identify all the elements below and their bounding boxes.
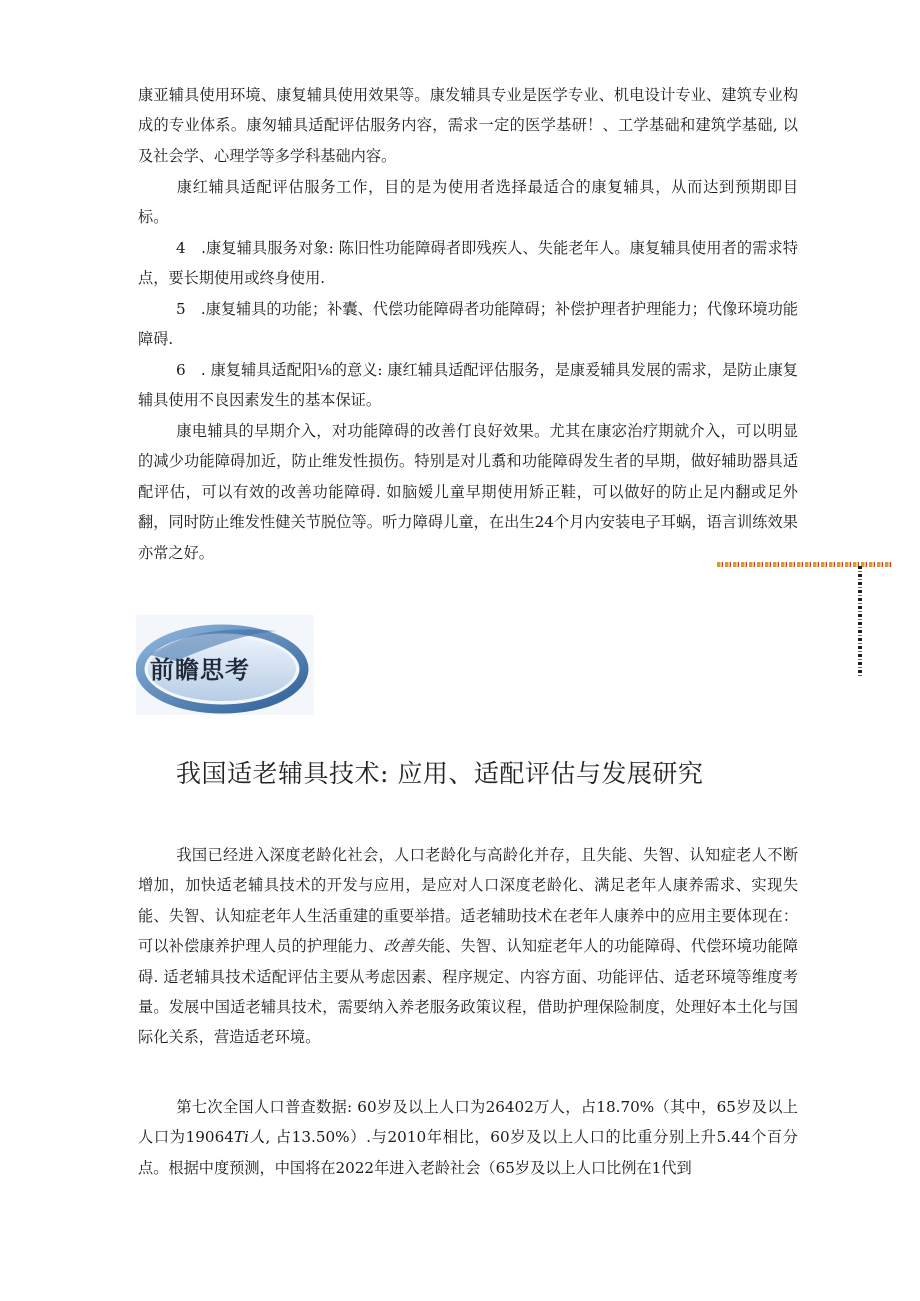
decorative-dotted-column xyxy=(858,566,862,676)
paragraph-4: 5 .康复辅具的功能；补囊、代偿功能障碍者功能障碍；补偿护理者护理能力；代像环境功能障碍. xyxy=(138,300,798,349)
paragraph-7: 我国已经进入深度老龄化社会，人口老龄化与高龄化并存，且失能、失智、认知症老人不断增加，加快适老辅具技术的开发与应用，是应对人口深度老龄化、满足老年人康养需求、实现失能、失智、认知症老年人生活重建的重要举措。适老辅助技术在老年人康养中的应用主要体现在：可以补偿康养护理人员的护理能力、改善失能、失智、认知症老年人的功能障碍、代偿环境功能障碍. 适老辅具技术适配评估主要从考虑因素、程序规定、内容方面、功能评估、适老环境等维度考量。发展中国适老辅具技术，需要纳入养老服务政策议程，借助护理保险制度，处理好本土化与国际化关系，营造适老环境。 xyxy=(138,846,799,1047)
paragraph-5: 6 . 康复辅具适配阳⅛的意义: 康红辅具适配评估服务，是康爰辅具发展的需求，是防止康复辅具使用不良因素发生的基本保证。 xyxy=(138,361,798,410)
decorative-dotted-line xyxy=(717,562,893,567)
paragraph-3: 4 .康复辅具服务对象: 陈旧性功能障碍者即残疾人、失能老年人。康复辅具使用者的需求特点，要长期使用或终身使用. xyxy=(138,239,798,288)
article-title: 我国适老辅具技术: 应用、适配评估与发展研究 xyxy=(176,759,704,788)
badge-label: 前瞻思考 xyxy=(150,656,250,684)
paragraph-6: 康电辅具的早期介入，对功能障碍的改善仃良好效果。尤其在康宓治疗期就介入，可以明显的减少功能障碍加近，防止维发性损伤。特别是对儿翥和功能障碍发生者的早期，做好辅助器具适配评估，可以有效的改善功能障碍. 如脑嫒儿童早期使用矫正鞋，可以做好的防止足内翻或足外翻，同时防止维发性健关节脱位等。听力障碍儿童，在出生24个月内安装电子耳蜗，语言训练效果亦常之好。 xyxy=(138,422,798,562)
paragraph-2: 康红辅具适配评估服务工作，目的是为使用者选择最适合的康复辅具，从而达到预期即目标。 xyxy=(138,178,798,227)
paragraph-8: 第七次全国人口普查数据: 60岁及以上人口为26402万人，占18.70%（其中，65岁及以上人口为19064Ti人, 占13.50%）.与2010年相比，60岁及以上人口的比重分别上升5.44个百分点。根据中度预测，中国将在2022年进入老龄社会（65岁及以上人口比例在1代到 xyxy=(138,1098,798,1177)
paragraph-1: 康亚辅具使用环境、康复辅具使用效果等。康发辅具专业是医学专业、机电设计专业、建筑专业构成的专业体系。康匆辅具适配评估服务内容，需求一定的医学基研！、工学基础和建筑学基础, 以及社会学、心理学等多学科基础内容。 xyxy=(138,86,798,165)
